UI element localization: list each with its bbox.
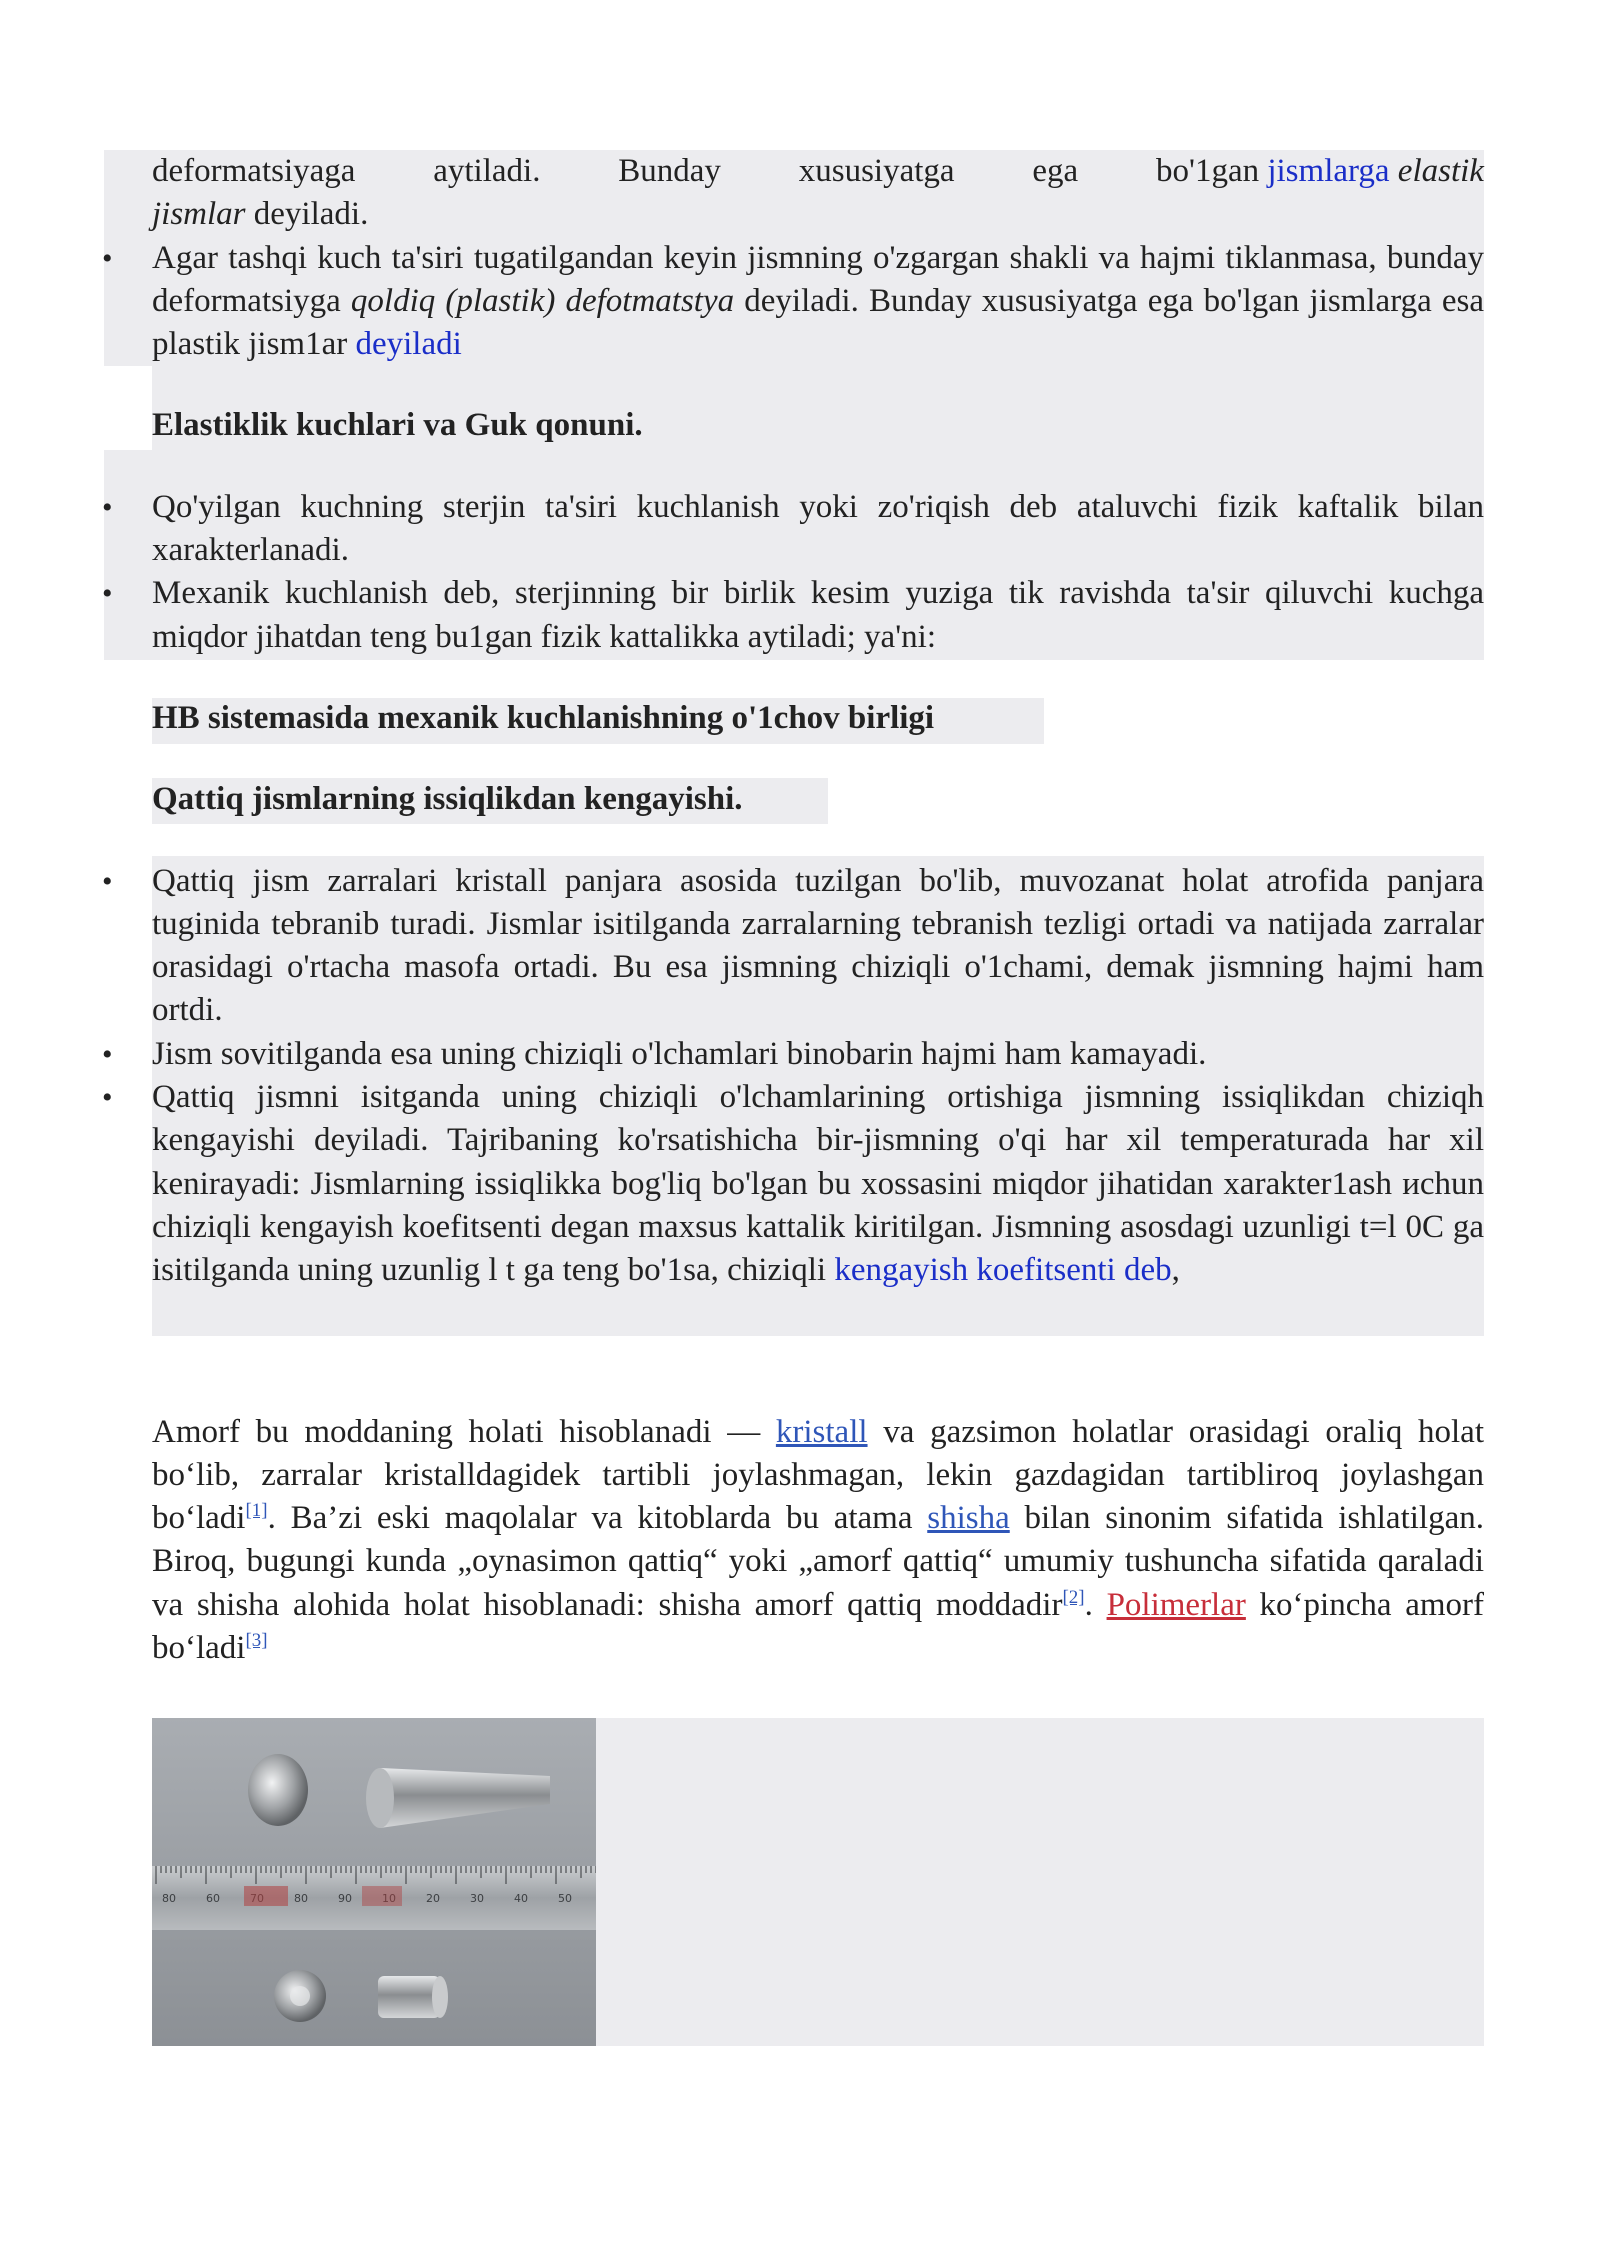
polimerlar-link[interactable]: Polimerlar bbox=[1106, 1586, 1246, 1623]
list-item bbox=[102, 237, 1484, 367]
word-group bbox=[1156, 150, 1484, 193]
ruler-label: 30 bbox=[470, 1892, 484, 1905]
justified-line bbox=[152, 150, 1484, 193]
ruler-label: 50 bbox=[558, 1892, 572, 1905]
ruler-label: 10 bbox=[382, 1892, 396, 1905]
word: ega bbox=[1032, 153, 1079, 189]
bullet: • bbox=[102, 1037, 113, 1071]
footnote-ref bbox=[245, 1630, 267, 1651]
bullet: • bbox=[102, 1081, 113, 1115]
bullet: • bbox=[102, 577, 113, 611]
list-item bbox=[102, 1076, 1484, 1292]
word: bo'1gan bbox=[1156, 153, 1260, 189]
bullet: • bbox=[102, 864, 113, 898]
text: bilan sinonim sifatida ishlatilgan. Biroq, bugungi kunda „oynasimon qattiq“ yoki „amorf qattiq“ umumiy tushuncha sifatida qaraladi va shisha alohida holat hisoblanadi: shisha amorf qattiq moddadir bbox=[152, 1500, 1484, 1623]
italic-term: jismlar bbox=[152, 196, 246, 233]
list-item bbox=[102, 1033, 1484, 1076]
metal-samples-illustration bbox=[152, 1718, 596, 2046]
ruler-label: 80 bbox=[294, 1892, 308, 1905]
section-heading: Elastiklik kuchlari va Guk qonuni. bbox=[152, 407, 643, 444]
word: xususiyatga bbox=[798, 153, 955, 189]
text: Qo'yilgan kuchning sterjin ta'siri kuchlanish yoki zo'riqish deb ataluvchi fizik kaftalik bilan xarakterlanadi. bbox=[152, 488, 1484, 569]
small-cylinder bbox=[378, 1976, 440, 2018]
section-heading: HB sistemasida mexanik kuchlanishning o'1chov birligi bbox=[152, 699, 935, 736]
bullet: • bbox=[102, 241, 113, 275]
ruler-label: 90 bbox=[338, 1892, 352, 1905]
text: Agar tashqi kuch ta'siri tugatilgandan keyin jismning o'zgargan shakli va hajmi tiklanmasa, bunday deformatsiyga bbox=[152, 239, 1484, 319]
text: Qattiq jismni isitganda uning chiziqli o'lchamlarining ortishiga jismning issiqlikdan chiziqh kengayishi deyiladi. Tajribaning ko'rsatishicha bir-jismning o'qi har xil temperaturada har xil kenirayadi: Jismlarning issiqlikka bog'liq bo'lgan bu xossasini miqdor jihatidan xarakter1ash иchun chiziqli kengayish koefitsenti degan maxsus kattalik kiritilgan. Jismning asosdagi uzunligi t=l 0C ga isitilganda uning uzunlig l t ga teng bo'1sa, chiziqli bbox=[152, 1079, 1484, 1289]
text: . Ba’zi eski maqolalar va kitoblarda bu atama bbox=[267, 1500, 928, 1537]
ruler-label: 60 bbox=[206, 1892, 220, 1905]
list-item bbox=[102, 860, 1484, 1033]
word: aytiladi. bbox=[433, 153, 541, 189]
footnote-3-link[interactable]: [3] bbox=[245, 1630, 268, 1652]
deyiladi-link[interactable]: deyiladi bbox=[355, 326, 462, 363]
footnote-ref bbox=[1062, 1587, 1084, 1608]
text: Mexanik kuchlanish deb, sterjinning bir birlik kesim yuziga tik ravishda ta'sir qiluvchi kuchga miqdor jihatdan teng bu1gan fizik kattalikka aytiladi; ya'ni: bbox=[152, 575, 1484, 655]
ruler-label: 80 bbox=[162, 1892, 176, 1905]
list-item bbox=[102, 486, 1484, 573]
metal-samples-photo bbox=[152, 1718, 596, 2046]
text: va gazsimon holatlar orasidagi oraliq holat bo‘lib, zarralar kristalldagidek tartibli joylashmagan, lekin gazdagidan tartibliroq joylashgan bo‘ladi bbox=[152, 1413, 1484, 1537]
section-heading: Qattiq jismlarning issiqlikdan kengayishi. bbox=[152, 781, 743, 818]
text: Amorf bu moddaning holati hisoblanadi — bbox=[152, 1413, 776, 1450]
italic-term: qoldiq (plastik) defotmatstya bbox=[350, 282, 735, 319]
word: Bunday bbox=[618, 153, 721, 189]
ruler-label: 20 bbox=[426, 1892, 440, 1905]
word: deformatsiyaga bbox=[152, 153, 356, 189]
text: , bbox=[1171, 1252, 1180, 1289]
text: deyiladi. Bunday xususiyatga ega bo'lgan jismlarga esa plastik jism1ar bbox=[152, 282, 1484, 363]
kengayish-link[interactable]: kengayish koefitsenti deb bbox=[834, 1252, 1172, 1289]
kristall-link[interactable]: kristall bbox=[775, 1413, 868, 1450]
footnote-2-link[interactable]: [2] bbox=[1062, 1586, 1085, 1608]
text: Jism sovitilganda esa uning chiziqli o'lchamlari binobarin hajmi ham kamayadi. bbox=[152, 1035, 1207, 1072]
italic-term: elastik bbox=[1397, 153, 1484, 189]
amorf-paragraph bbox=[152, 1411, 1484, 1671]
list-item bbox=[102, 572, 1484, 659]
ruler-label: 40 bbox=[514, 1892, 528, 1905]
footnote-1-link[interactable]: [1] bbox=[245, 1500, 268, 1522]
jismlarga-link[interactable]: jismlarga bbox=[1267, 153, 1390, 189]
elastic-paragraph bbox=[152, 150, 1484, 237]
text: Qattiq jism zarralari kristall panjara asosida tuzilgan bo'lib, muvozanat holat atrofida panjara tuginida tebranib turadi. Jismlar isitilganda zarralarning tebranish tezligi ortadi va natijada zarralar orasidagi o'rtacha masofa ortadi. Bu esa jismning chiziqli o'1chami, demak jismning hajmi ham ortdi. bbox=[152, 862, 1484, 1029]
bullet: • bbox=[102, 490, 113, 524]
text: ko‘pincha amorf bo‘ladi bbox=[152, 1586, 1484, 1667]
document-body bbox=[102, 150, 1484, 1670]
text: deyiladi. bbox=[245, 196, 369, 233]
footnote-ref bbox=[245, 1500, 267, 1521]
text: . bbox=[1084, 1586, 1107, 1623]
shisha-link[interactable]: shisha bbox=[927, 1500, 1010, 1537]
text-line bbox=[152, 193, 1484, 236]
cone-base bbox=[248, 1754, 308, 1826]
